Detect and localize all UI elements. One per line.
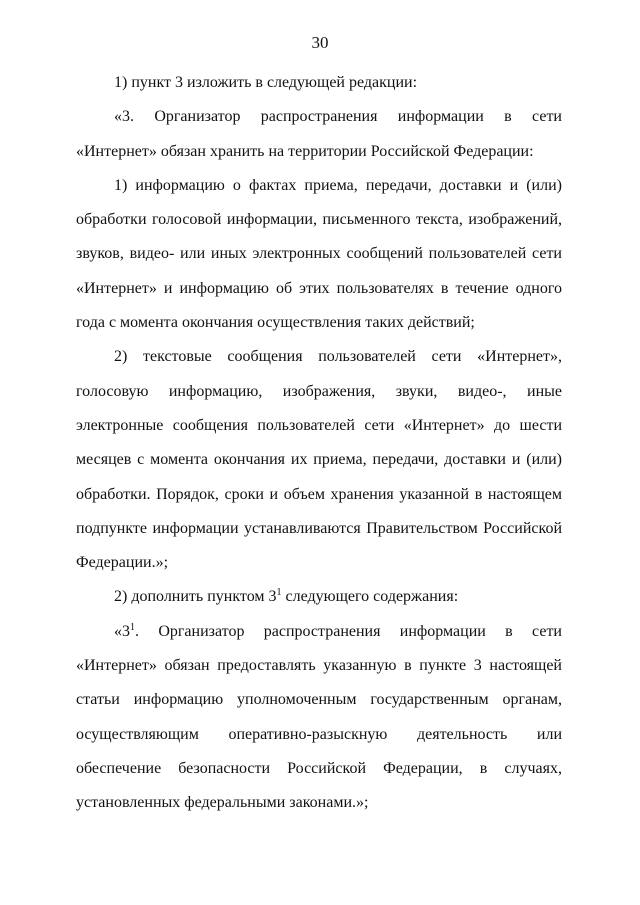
item-2-intro xyxy=(76,580,562,614)
document-body xyxy=(76,66,562,821)
item-2-point-text: . Организатор распространения информации в сети «Интернет» обязан предоставлять указанную в пункте 3 настоящей статьи информацию уполномоченным государственным органам, осуществляющим оперативно-разыскную деятельность или обеспечение безопасности Российской Федерации, в случаях, установленных федеральными законами.»; xyxy=(76,622,562,812)
item-2-point-superscript: 1 xyxy=(130,621,135,633)
item-1-intro: 1) пункт 3 изложить в следующей редакции: xyxy=(114,74,418,91)
item-1-subpoint-2: 2) текстовые сообщения пользователей сети «Интернет», голосовую информацию, изображения, звуки, видео-, иные электронные сообщения пользователей сети «Интернет» до шести месяцев с момента окончания их приема, передачи, доставки и (или) обработки. Порядок, сроки и объем хранения указанной в настоящем подпункте информации устанавливаются Правительством Российской Федерации.»; xyxy=(76,348,562,572)
item-2-intro-text-end: следующего содержания: xyxy=(281,588,459,606)
item-2-intro-text: 2) дополнить пунктом 3 xyxy=(114,588,277,606)
item-2-point-3-1 xyxy=(76,615,562,821)
item-2-intro-superscript: 1 xyxy=(276,587,282,599)
page-number: 30 xyxy=(311,33,329,52)
item-2-point-prefix: «3 xyxy=(114,622,130,640)
item-1-point-3: «3. Организатор распространения информации в сети «Интернет» обязан хранить на территории Российской Федерации: xyxy=(76,108,562,160)
item-1-subpoint-1: 1) информацию о фактах приема, передачи, доставки и (или) обработки голосовой информации, письменного текста, изображений, звуков, видео- или иных электронных сообщений пользователей сети «Интернет» и информацию об этих пользователях в течение одного года с момента окончания осуществления таких действий; xyxy=(76,176,562,332)
